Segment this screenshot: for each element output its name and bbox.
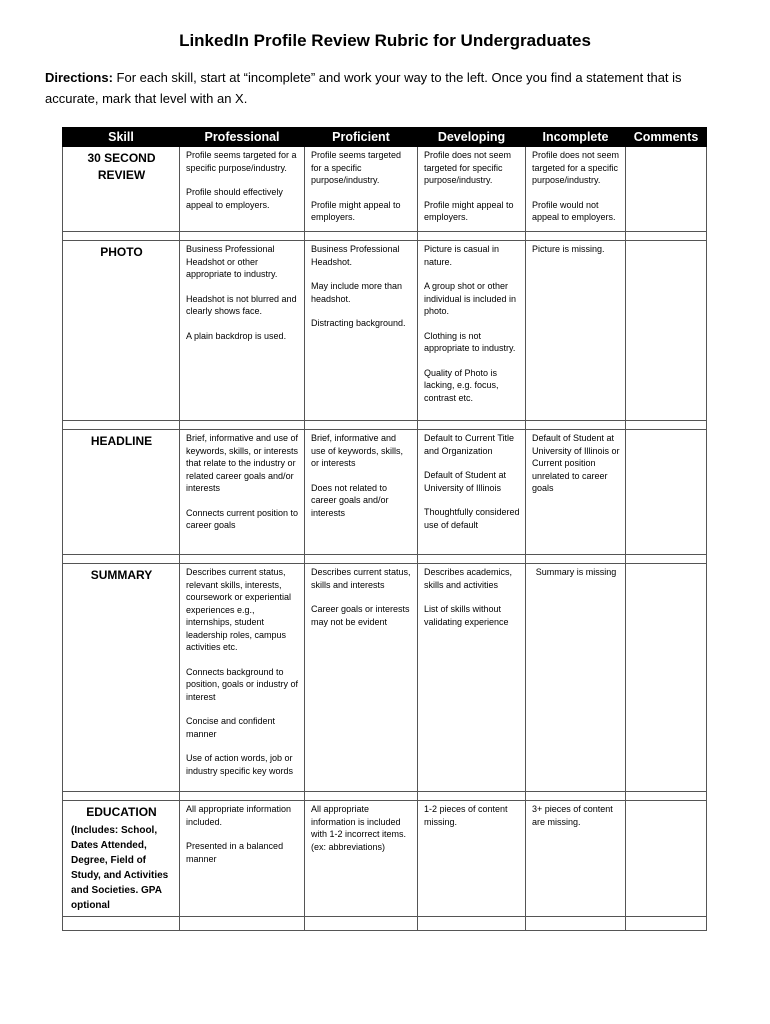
mark-cell[interactable] xyxy=(305,555,418,564)
spacer-row xyxy=(63,232,707,241)
descriptor: Headshot is not blurred and clearly shows face. xyxy=(186,293,297,316)
professional-cell xyxy=(180,801,305,917)
developing-cell xyxy=(418,801,526,917)
row-summary xyxy=(63,564,707,792)
mark-cell[interactable] xyxy=(418,555,526,564)
descriptor: Concise and confident manner xyxy=(186,716,276,739)
mark-cell[interactable] xyxy=(63,555,180,564)
header-developing: Developing xyxy=(418,128,526,147)
proficient-cell xyxy=(305,430,418,555)
mark-cell[interactable] xyxy=(626,917,707,931)
mark-cell[interactable] xyxy=(526,917,626,931)
mark-cell[interactable] xyxy=(63,792,180,801)
descriptor: Clothing is not appropriate to industry. xyxy=(424,330,516,353)
professional-cell xyxy=(180,241,305,421)
descriptor: A plain backdrop is used. xyxy=(186,330,287,341)
spacer-row xyxy=(63,555,707,564)
directions xyxy=(45,67,735,109)
skill-cell: SUMMARY xyxy=(63,564,180,792)
mark-cell[interactable] xyxy=(63,421,180,430)
directions-text: For each skill, start at “incomplete” and work your way to the left. Once you find a statement that is accurate, mark that level with an X. xyxy=(45,70,682,106)
mark-cell[interactable] xyxy=(180,792,305,801)
descriptor: All appropriate information included. xyxy=(186,804,292,827)
descriptor: Picture is missing. xyxy=(532,244,605,254)
mark-cell[interactable] xyxy=(418,421,526,430)
row-education xyxy=(63,801,707,917)
spacer-row xyxy=(63,421,707,430)
descriptor: Profile would not appeal to employers. xyxy=(532,199,616,222)
descriptor: Use of action words, job or industry specific key words xyxy=(186,753,294,776)
mark-cell[interactable] xyxy=(180,232,305,241)
header-skill: Skill xyxy=(63,128,180,147)
header-row xyxy=(63,128,707,147)
header-proficient: Proficient xyxy=(305,128,418,147)
descriptor: A group shot or other individual is included in photo. xyxy=(424,281,517,316)
developing-cell xyxy=(418,430,526,555)
mark-cell[interactable] xyxy=(305,421,418,430)
descriptor: Picture is casual in nature. xyxy=(424,244,500,267)
mark-cell[interactable] xyxy=(63,232,180,241)
mark-cell[interactable] xyxy=(418,792,526,801)
skill-subtext: (Includes: School, Dates Attended, Degree, Field of Study, and Activities and Societies. GPA optional xyxy=(71,825,169,911)
skill-cell xyxy=(63,801,180,917)
descriptor: Quality of Photo is lacking, e.g. focus, contrast etc. xyxy=(424,367,499,403)
proficient-cell xyxy=(305,147,418,232)
incomplete-cell xyxy=(526,564,626,792)
descriptor: Profile does not seem targeted for specific purpose/industry. xyxy=(424,150,512,185)
spacer-row xyxy=(63,792,707,801)
descriptor: Profile seems targeted for a specific purpose/industry. xyxy=(311,150,402,185)
mark-cell[interactable] xyxy=(526,232,626,241)
mark-cell[interactable] xyxy=(180,917,305,931)
descriptor: Default to Current Title and Organization xyxy=(424,433,515,456)
descriptor: Profile should effectively appeal to employers. xyxy=(186,187,283,210)
page-title: LinkedIn Profile Review Rubric for Undergraduates xyxy=(179,31,591,50)
header-professional: Professional xyxy=(180,128,305,147)
mark-cell[interactable] xyxy=(526,792,626,801)
descriptor: Brief, informative and use of keywords, skills, or interests that relate to the industry or related career goals and/or interests xyxy=(186,433,299,493)
descriptor: Profile might appeal to employers. xyxy=(424,199,514,222)
mark-cell[interactable] xyxy=(626,421,707,430)
descriptor: Connects current position to career goals xyxy=(186,507,299,530)
incomplete-cell xyxy=(526,430,626,555)
professional-cell xyxy=(180,564,305,792)
developing-cell xyxy=(418,241,526,421)
incomplete-cell xyxy=(526,801,626,917)
descriptor: May include more than headshot. xyxy=(311,281,403,304)
skill-name: EDUCATION xyxy=(86,805,157,819)
descriptor: Business Professional Headshot. xyxy=(311,244,400,267)
developing-cell xyxy=(418,564,526,792)
comments-cell[interactable] xyxy=(626,147,707,232)
incomplete-cell xyxy=(526,147,626,232)
proficient-cell xyxy=(305,564,418,792)
row-photo xyxy=(63,241,707,421)
descriptor: Describes academics, skills and activities xyxy=(424,567,513,590)
directions-label: Directions: xyxy=(45,70,113,85)
descriptor: 3+ pieces of content are missing. xyxy=(532,804,613,827)
mark-cell[interactable] xyxy=(305,792,418,801)
incomplete-cell xyxy=(526,241,626,421)
mark-cell[interactable] xyxy=(626,232,707,241)
mark-cell[interactable] xyxy=(305,232,418,241)
descriptor: Brief, informative and use of keywords, skills, or interests xyxy=(311,433,404,468)
comments-cell[interactable] xyxy=(626,241,707,421)
developing-cell xyxy=(418,147,526,232)
mark-cell[interactable] xyxy=(418,232,526,241)
mark-cell[interactable] xyxy=(180,421,305,430)
mark-cell[interactable] xyxy=(305,917,418,931)
descriptor: Presented in a balanced manner xyxy=(186,841,284,864)
descriptor: Distracting background. xyxy=(311,318,406,328)
descriptor: Profile might appeal to employers. xyxy=(311,199,401,222)
mark-cell[interactable] xyxy=(626,792,707,801)
row-30-second-review xyxy=(63,147,707,232)
descriptor: All appropriate information is included with 1-2 incorrect items. (ex: abbreviations) xyxy=(311,804,407,852)
skill-cell: 30 SECOND REVIEW xyxy=(63,147,180,232)
comments-cell[interactable] xyxy=(626,430,707,555)
descriptor: Does not related to career goals and/or interests xyxy=(311,482,389,518)
skill-cell: HEADLINE xyxy=(63,430,180,555)
professional-cell xyxy=(180,147,305,232)
descriptor: Profile does not seem targeted for a specific purpose/industry. xyxy=(532,150,620,185)
proficient-cell xyxy=(305,241,418,421)
mark-cell[interactable] xyxy=(526,555,626,564)
spacer-row xyxy=(63,917,707,931)
comments-cell[interactable] xyxy=(626,564,707,792)
descriptor: List of skills without validating experience xyxy=(424,604,509,627)
descriptor: Default of Student at University of Illinois xyxy=(424,470,507,493)
descriptor: Career goals or interests may not be evident xyxy=(311,604,410,627)
skill-cell: PHOTO xyxy=(63,241,180,421)
header-comments: Comments xyxy=(626,128,707,147)
descriptor: Default of Student at University of Illinois or Current position unrelated to career goals xyxy=(532,433,620,493)
descriptor: Profile seems targeted for a specific purpose/industry. xyxy=(186,150,297,173)
proficient-cell xyxy=(305,801,418,917)
header-incomplete: Incomplete xyxy=(526,128,626,147)
professional-cell xyxy=(180,430,305,555)
comments-cell[interactable] xyxy=(626,801,707,917)
mark-cell[interactable] xyxy=(626,555,707,564)
mark-cell[interactable] xyxy=(418,917,526,931)
row-headline xyxy=(63,430,707,555)
descriptor: 1-2 pieces of content missing. xyxy=(424,804,508,827)
descriptor: Connects background to position, goals or industry of interest xyxy=(186,666,299,702)
mark-cell[interactable] xyxy=(63,917,180,931)
descriptor: Summary is missing xyxy=(535,567,617,577)
rubric-table xyxy=(62,127,707,931)
descriptor: Business Professional Headshot or other appropriate to industry. xyxy=(186,244,278,279)
descriptor: Describes current status, skills and interests xyxy=(311,567,411,590)
descriptor: Thoughtfully considered use of default xyxy=(424,507,520,530)
descriptor: Describes current status, relevant skills, interests, coursework or experiential experiences e.g., internships, student leadership roles, campus activities etc. xyxy=(186,567,292,652)
mark-cell[interactable] xyxy=(180,555,305,564)
mark-cell[interactable] xyxy=(526,421,626,430)
